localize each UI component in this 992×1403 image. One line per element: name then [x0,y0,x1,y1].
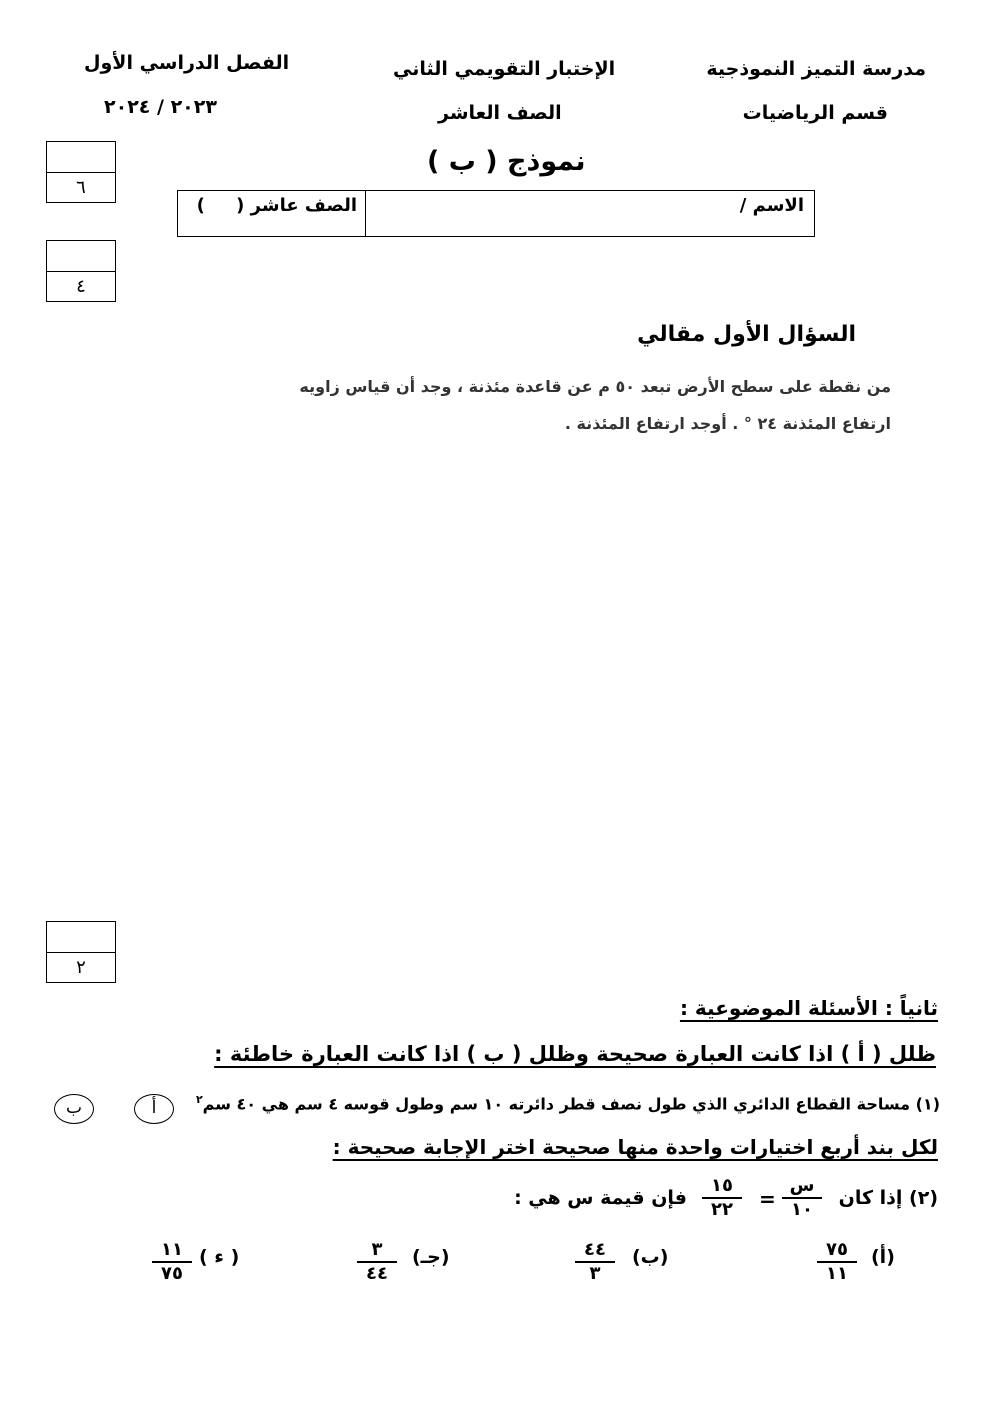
class-label: الصف عاشر ( ) [196,195,357,216]
question-1-text: (١) مساحة القطاع الدائري الذي طول نصف قطر دائرته ١٠ سم وطول قوسه ٤ سم هي ٤٠ سم [202,1094,940,1114]
score-value: ٤ [76,276,86,297]
score-box [46,240,116,302]
fraction-denominator: ١٠ [791,1199,813,1220]
score-value: ٦ [76,177,86,198]
equals-sign: = [759,1187,776,1211]
grade-title: الصف العاشر [438,102,562,124]
name-cell[interactable] [366,191,814,236]
fraction-denominator: ٤٤ [366,1263,388,1284]
student-info-table [177,190,815,237]
option-d-label[interactable]: ( ء ) [199,1246,240,1268]
question-1-unit-exponent: ٢ [195,1093,203,1106]
option-b-fraction[interactable] [573,1240,617,1284]
question-2-prefix: (٢) إذا كان [838,1187,938,1209]
fraction-numerator: ٤٤ [584,1239,606,1260]
option-b-label[interactable]: (ب) [632,1246,669,1268]
fraction-denominator: ١١ [826,1263,848,1284]
essay-line-1: من نقطة على سطح الأرض تبعد ٥٠ م عن قاعدة مئذنة ، وجد أن قياس زاويه [299,377,891,396]
question-2-right-fraction [700,1176,744,1220]
fraction-denominator: ٣ [589,1263,601,1284]
mc-instruction: لكل بند أربع اختيارات واحدة منها صحيحة اختر الإجابة صحيحة : [332,1135,938,1159]
question-1 [196,1093,940,1113]
class-cell[interactable] [178,191,366,236]
fraction-numerator: ٧٥ [826,1239,848,1260]
answer-option-a[interactable]: أ [134,1094,174,1124]
option-a-fraction[interactable] [815,1240,859,1284]
option-c-label[interactable]: (جـ) [412,1246,450,1268]
option-c-fraction[interactable] [355,1240,399,1284]
question-2-left-fraction [780,1176,824,1220]
model-title: نموذج ( ب ) [427,146,586,177]
exam-title: الإختبار التقويمي الثاني [393,58,616,80]
fraction-denominator: ٢٢ [711,1199,733,1220]
fraction-numerator: ١٥ [711,1175,733,1196]
answer-option-b[interactable]: ب [54,1094,94,1124]
school-name: مدرسة التميز النموذجية [706,58,926,80]
school-year: ٢٠٢٣ / ٢٠٢٤ [104,96,217,118]
fraction-numerator: ٣ [371,1239,383,1260]
option-d-fraction[interactable] [150,1240,194,1284]
essay-line-2: ارتفاع المئذنة ٢٤ ° . أوجد ارتفاع المئذنة . [564,414,891,433]
tf-instruction: ظلل ( أ ) اذا كانت العبارة صحيحة وظلل ( ب ) اذا كانت العبارة خاطئة : [214,1042,936,1066]
score-box [46,141,116,203]
score-box [46,921,116,983]
name-label: الاسم / [739,195,804,216]
fraction-denominator: ٧٥ [161,1263,183,1284]
objective-title: ثانياً : الأسئلة الموضوعية : [679,996,938,1020]
fraction-numerator: س [789,1175,815,1196]
department-name: قسم الرياضيات [742,102,888,124]
essay-title: السؤال الأول مقالي [637,322,856,347]
fraction-numerator: ١١ [161,1239,183,1260]
option-a-label[interactable]: (أ) [871,1246,895,1268]
score-value: ٢ [76,957,86,978]
semester-label: الفصل الدراسي الأول [84,52,290,74]
question-2-suffix: فإن قيمة س هي : [514,1187,687,1209]
